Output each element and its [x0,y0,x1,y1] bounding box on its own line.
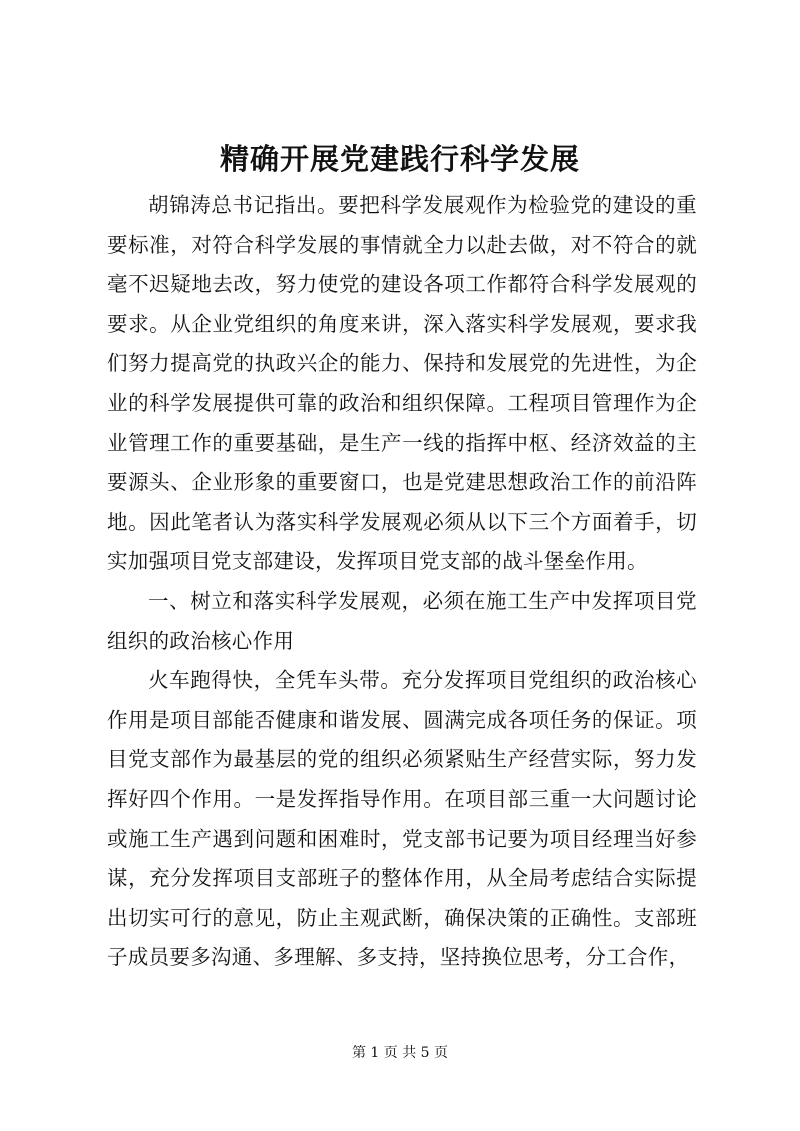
page-footer: 第 1 页 共 5 页 [351,1045,449,1061]
paragraph-section-body: 火车跑得快，全凭车头带。充分发挥项目党组织的政治核心作用是项目部能否健康和谐发展、圆满完成各项任务的保证。项目党支部作为最基层的党的组织必须紧贴生产经营实际，努力发挥好四个作用。一是发挥指导作用。在项目部三重一大问题讨论或施工生产遇到问题和困难时，党支部书记要为项目经理当好参谋，充分发挥项目支部班子的整体作用，从全局考虑结合实际提出切实可行的意见，防止主观武断，确保决策的正确性。支部班子成员要多沟通、多理解、多支持，坚持换位思考，分工合作， [107,668,697,970]
paragraph-intro: 胡锦涛总书记指出。要把科学发展观作为检验党的建设的重要标准，对符合科学发展的事情就全力以赴去做，对不符合的就毫不迟疑地去改，努力使党的建设各项工作都符合科学发展观的要求。从企业党组织的角度来讲，深入落实科学发展观，要求我们努力提高党的执政兴企的能力、保持和发展党的先进性，为企业的科学发展提供可靠的政治和组织保障。工程项目管理作为企业管理工作的重要基础，是生产一线的指挥中枢、经济效益的主要源头、企业形象的重要窗口，也是党建思想政治工作的前沿阵地。因此笔者认为落实科学发展观必须从以下三个方面着手，切实加强项目党支部建设，发挥项目党支部的战斗堡垒作用。 [107,193,697,574]
document-body [107,186,697,978]
paragraph-section-heading: 一、树立和落实科学发展观，必须在施工生产中发挥项目党组织的政治核心作用 [107,588,697,653]
document-title: 精确开展党建践行科学发展 [219,142,580,176]
